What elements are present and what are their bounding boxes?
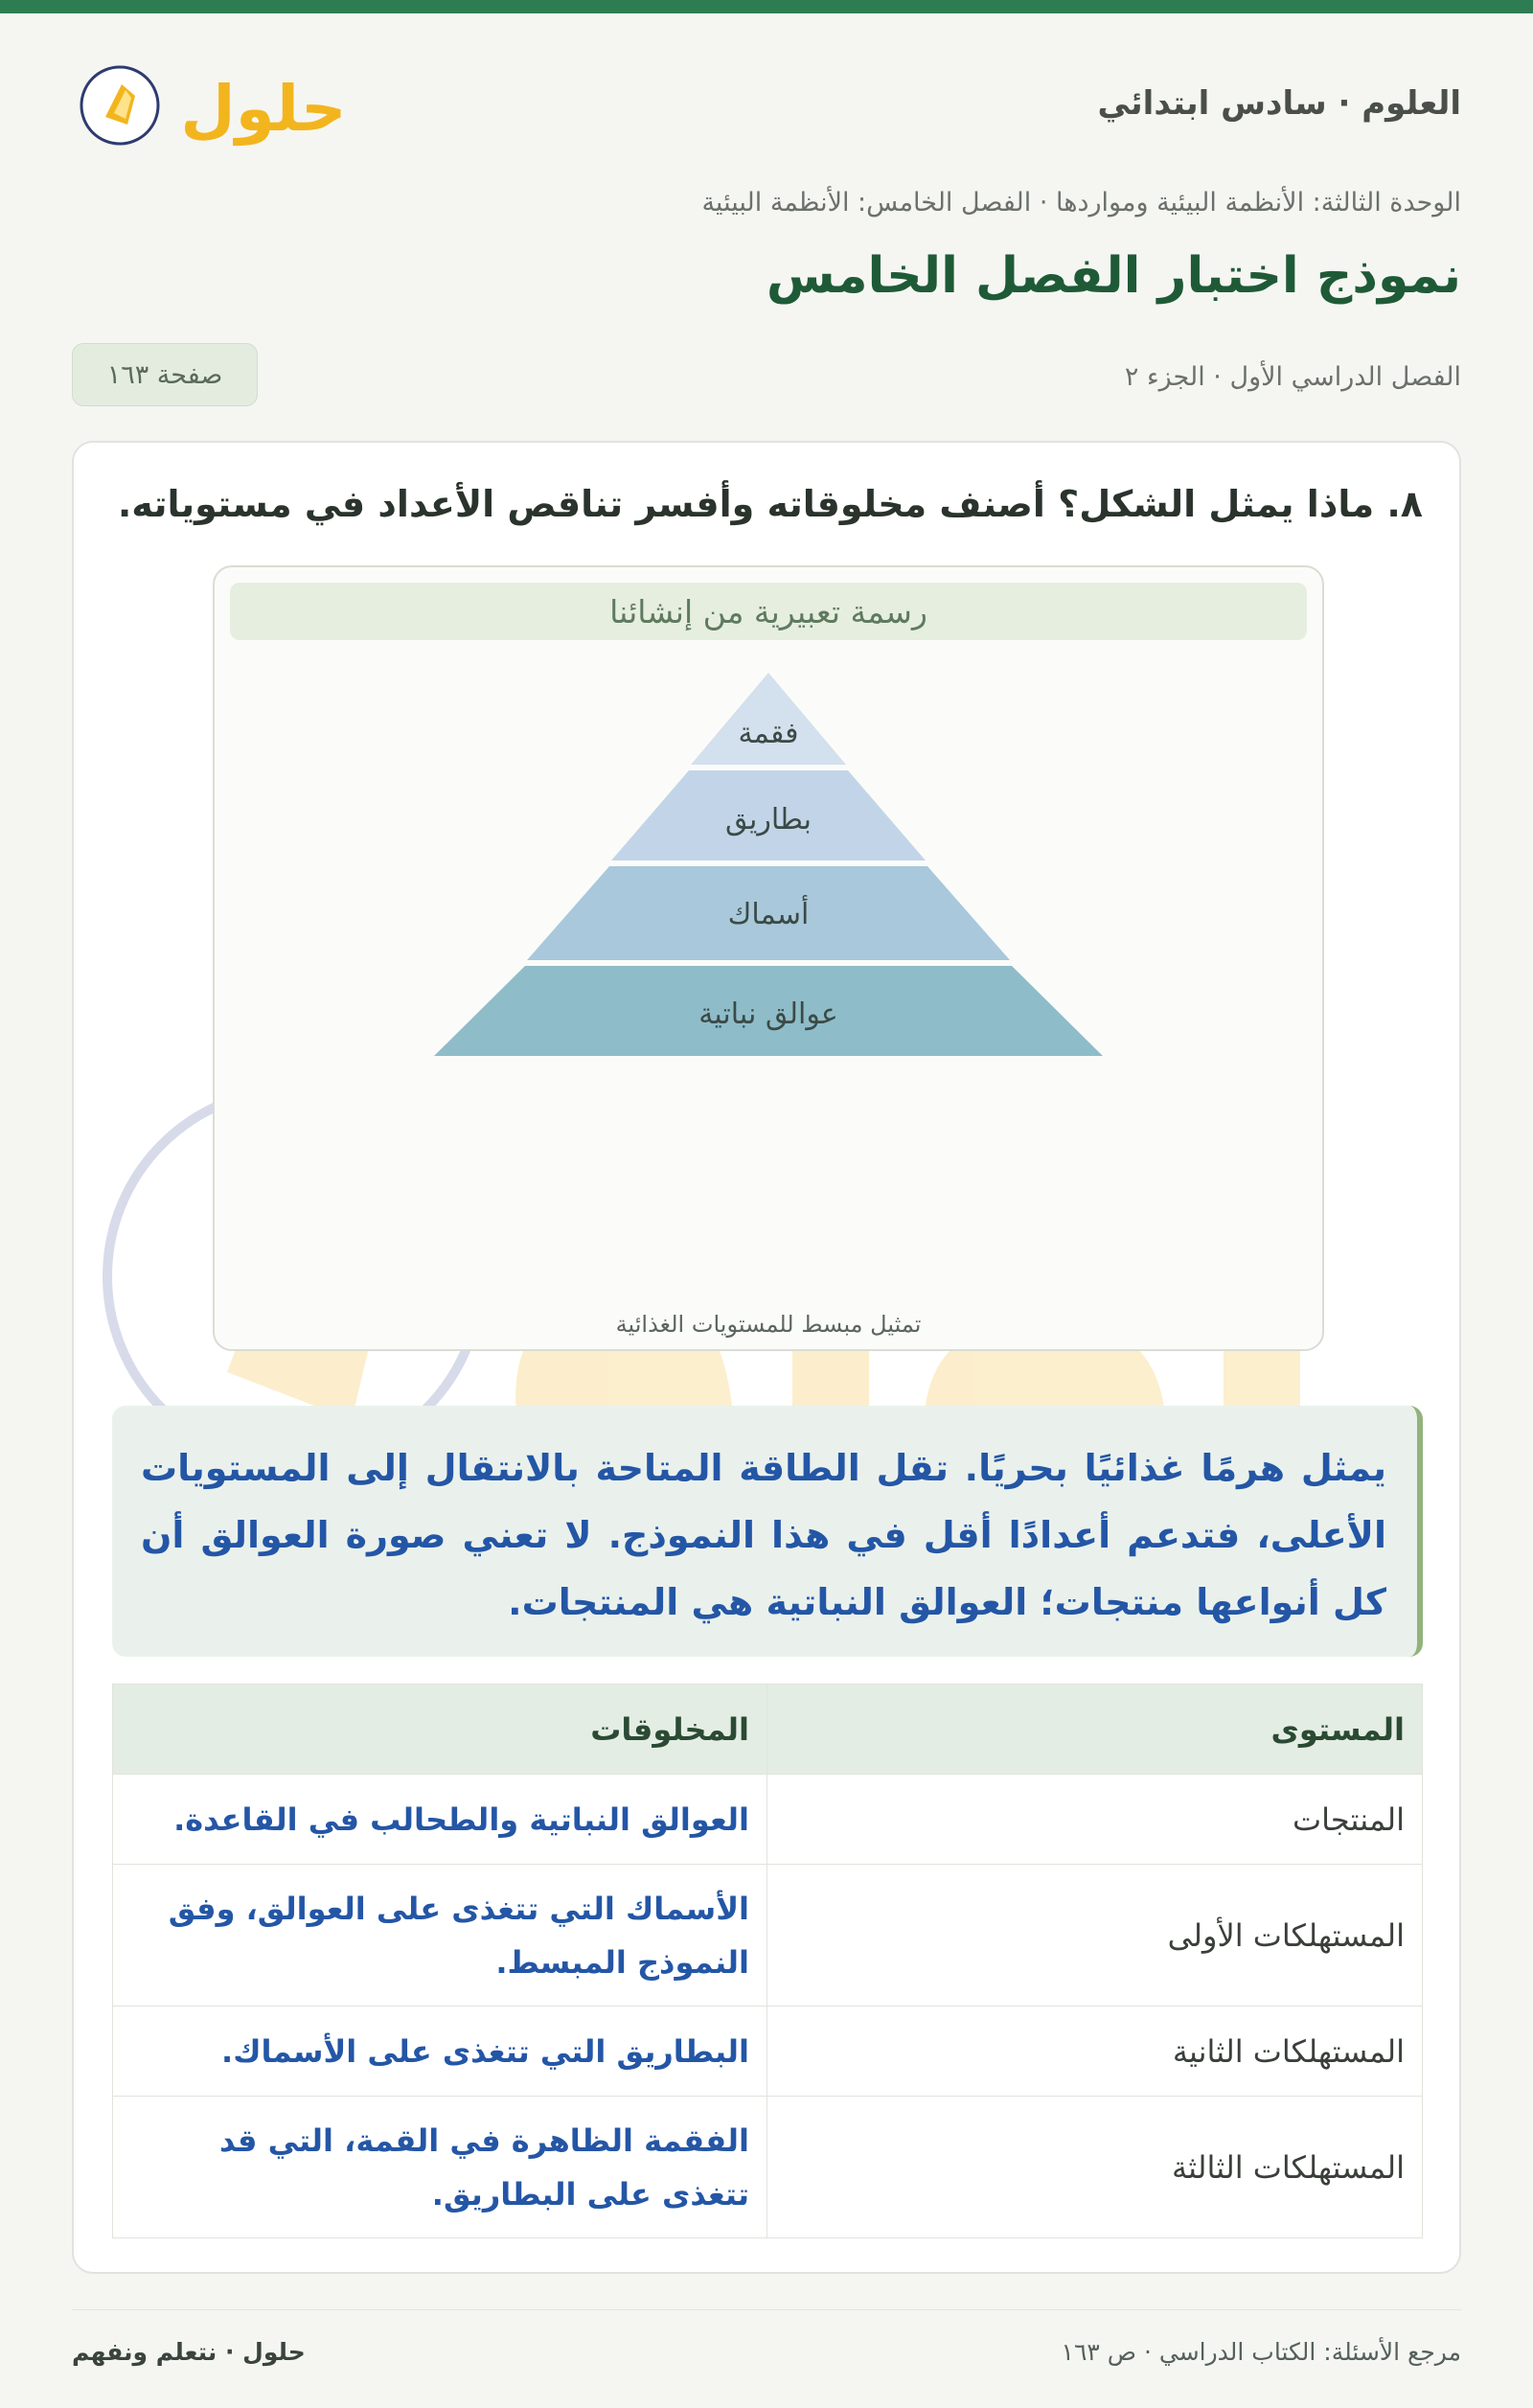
top-accent-bar xyxy=(0,0,1533,13)
row-organisms: البطاريق التي تتغذى على الأسماك. xyxy=(113,2007,767,2097)
header-organisms: المخلوقات xyxy=(113,1685,767,1775)
table-header-row xyxy=(113,1685,1423,1775)
row-level: المستهلكات الأولى xyxy=(767,1865,1423,2007)
term-info: الفصل الدراسي الأول · الجزء ٢ xyxy=(1124,362,1461,392)
logo-text: حلول xyxy=(180,72,347,146)
row-level: المنتجات xyxy=(767,1775,1423,1865)
pyramid-label-penguins: بطاريق xyxy=(725,803,812,837)
table-row xyxy=(113,1775,1423,1865)
table-row xyxy=(113,1865,1423,2007)
breadcrumb: الوحدة الثالثة: الأنظمة البيئية ومواردها · الفصل الخامس: الأنظمة البيئية xyxy=(701,188,1461,218)
food-pyramid-figure xyxy=(213,565,1324,1351)
footer-reference: مرجع الأسئلة: الكتاب الدراسي · ص ١٦٣ xyxy=(1061,2338,1461,2366)
row-level: المستهلكات الثانية xyxy=(767,2007,1423,2097)
row-organisms: الأسماك التي تتغذى على العوالق، وفق النموذج المبسط. xyxy=(113,1865,767,2007)
table-row xyxy=(113,2007,1423,2097)
figure-caption-bottom: تمثيل مبسط للمستويات الغذائية xyxy=(615,1311,922,1338)
pyramid-label-phytoplankton: عوالق نباتية xyxy=(698,998,838,1031)
row-organisms: العوالق النباتية والطحالب في القاعدة. xyxy=(113,1775,767,1865)
hlool-logo-icon xyxy=(72,57,347,153)
question-card xyxy=(72,441,1461,2274)
classification-table xyxy=(112,1684,1423,2238)
header-level: المستوى xyxy=(767,1685,1423,1775)
footer-brand: حلول · نتعلم ونفهم xyxy=(72,2338,306,2366)
page-header xyxy=(72,57,1461,153)
question-text: ٨. ماذا يمثل الشكل؟ أصنف مخلوقاته وأفسر تناقص الأعداد في مستوياته. xyxy=(117,483,1423,525)
pyramid-label-fish: أسماك xyxy=(727,898,810,931)
pyramid-label-apex: فقمة xyxy=(738,717,799,750)
subject-grade: العلوم · سادس ابتدائي xyxy=(1097,84,1461,123)
row-level: المستهلكات الثالثة xyxy=(767,2097,1423,2238)
figure-caption-top: رسمة تعبيرية من إنشائنا xyxy=(230,583,1307,640)
row-organisms: الفقمة الظاهرة في القمة، التي قد تتغذى على البطاريق. xyxy=(113,2097,767,2238)
page-number-badge: صفحة ١٦٣ xyxy=(72,343,258,406)
food-pyramid-diagram xyxy=(215,673,1322,1305)
answer-box: يمثل هرمًا غذائيًا بحريًا. تقل الطاقة المتاحة بالانتقال إلى المستويات الأعلى، فتدعم أعدادًا أقل في هذا النموذج. لا تعني صورة العوالق أن كل أنواعها منتجات؛ العوالق النباتية هي المنتجات. xyxy=(112,1406,1423,1657)
table-row xyxy=(113,2097,1423,2238)
footer-divider xyxy=(72,2309,1461,2310)
page-title: نموذج اختبار الفصل الخامس xyxy=(766,247,1461,305)
